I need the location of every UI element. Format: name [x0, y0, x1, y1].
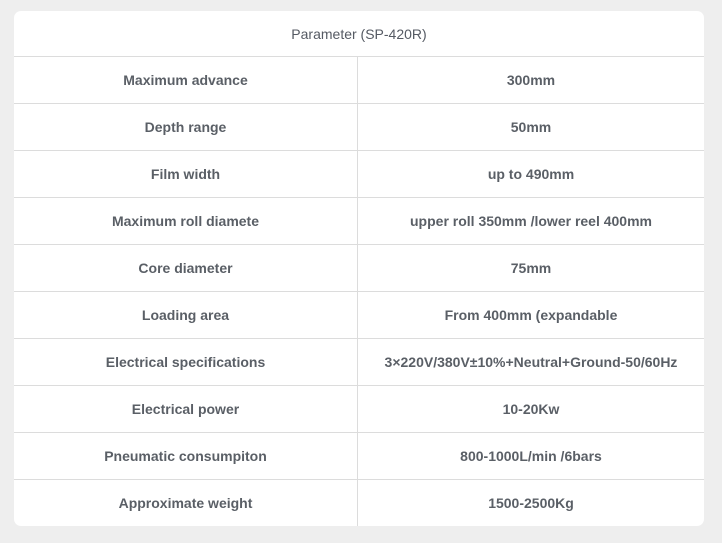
table-body	[14, 57, 704, 526]
row-label: Maximum advance	[14, 57, 358, 103]
row-value: up to 490mm	[487, 166, 575, 182]
row-value: 50mm	[510, 119, 552, 135]
table-row	[14, 245, 704, 292]
table-row	[14, 57, 704, 104]
table-row	[14, 198, 704, 245]
row-label: Film width	[14, 151, 358, 197]
table-row	[14, 292, 704, 339]
table-row	[14, 433, 704, 480]
row-label: Electrical specifications	[14, 339, 358, 385]
row-value: 1500-2500Kg	[488, 495, 574, 511]
table-row	[14, 339, 704, 386]
row-label: Depth range	[14, 104, 358, 150]
row-label: Pneumatic consumpiton	[14, 433, 358, 479]
row-label: Electrical power	[14, 386, 358, 432]
table-row	[14, 386, 704, 433]
row-value: 800-1000L/min /6bars	[460, 448, 602, 464]
row-label: Maximum roll diamete	[14, 198, 358, 244]
row-label: Core diameter	[14, 245, 358, 291]
row-value: From 400mm (expandable	[444, 307, 618, 323]
row-label: Loading area	[14, 292, 358, 338]
table-title: Parameter (SP-420R)	[14, 11, 704, 57]
row-value: 3×220V/380V±10%+Neutral+Ground-50/60Hz	[384, 354, 678, 370]
table-row	[14, 104, 704, 151]
row-value: 300mm	[506, 72, 556, 88]
row-value: 75mm	[510, 260, 552, 276]
row-label: Approximate weight	[14, 480, 358, 526]
row-value: upper roll 350mm /lower reel 400mm	[410, 213, 652, 229]
row-value: 10-20Kw	[502, 401, 560, 417]
table-row	[14, 151, 704, 198]
table-row	[14, 480, 704, 526]
parameter-table	[14, 11, 704, 526]
